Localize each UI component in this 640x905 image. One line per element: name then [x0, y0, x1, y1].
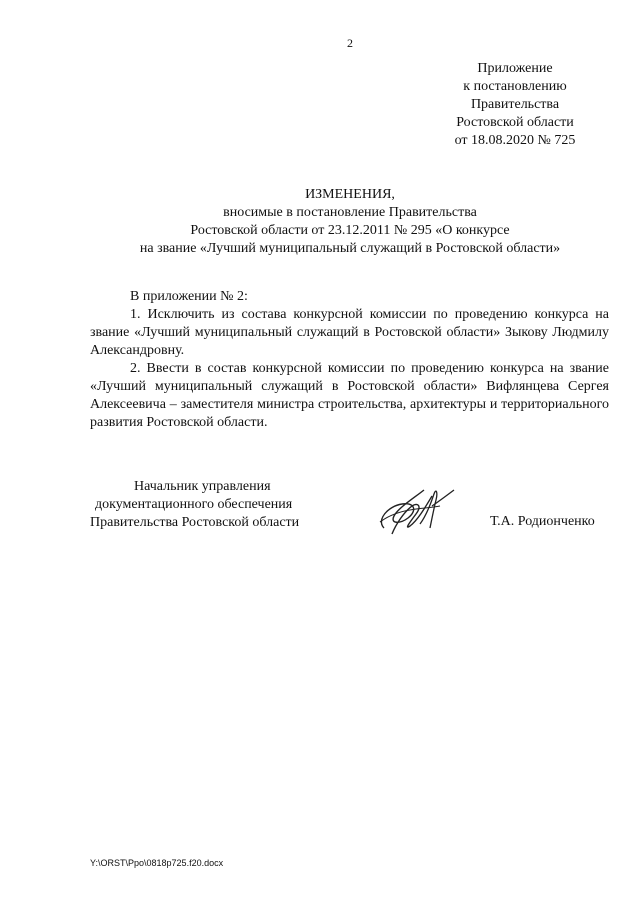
appendix-line: Правительства — [470, 97, 560, 112]
signatory-name: Т.А. Родионченко — [490, 514, 595, 529]
appendix-header — [440, 60, 590, 150]
body-item-1: 1. Исключить из состава конкурсной комиссии по проведению конкурса на звание «Лучший муниципальный служащий в Ростовской области» Зыкову Людмилу Александровну. — [90, 307, 609, 358]
appendix-line: Приложение — [477, 61, 553, 76]
signatory-title-line: документационного обеспечения — [95, 497, 293, 512]
document-title — [90, 186, 610, 258]
body-intro: В приложении № 2: — [130, 289, 248, 304]
title-line: Ростовской области от 23.12.2011 № 295 «О конкурсе — [190, 223, 510, 238]
appendix-line: от 18.08.2020 № 725 — [454, 133, 576, 148]
handwritten-signature — [374, 476, 464, 546]
signatory-title — [90, 478, 330, 532]
signatory-title-line: Начальник управления — [134, 479, 271, 494]
file-path-footer: Y:\ORST\Ppo\0818p725.f20.docx — [90, 858, 224, 868]
appendix-line: Ростовской области — [456, 115, 574, 130]
title-line: вносимые в постановление Правительства — [223, 205, 477, 220]
document-body — [90, 288, 609, 432]
signatory-title-line: Правительства Ростовской области — [90, 515, 300, 530]
body-item-2: 2. Ввести в состав конкурсной комиссии по проведению конкурса на звание «Лучший муниципальный служащий в Ростовской области» Вифлянцева Сергея Алексеевича – заместителя министра строительства, архитектуры и территориального развития Ростовской области. — [90, 361, 609, 430]
title-heading: ИЗМЕНЕНИЯ, — [305, 187, 395, 202]
appendix-line: к постановлению — [463, 79, 567, 94]
title-line: на звание «Лучший муниципальный служащий в Ростовской области» — [139, 241, 561, 256]
page-number: 2 — [347, 36, 353, 50]
